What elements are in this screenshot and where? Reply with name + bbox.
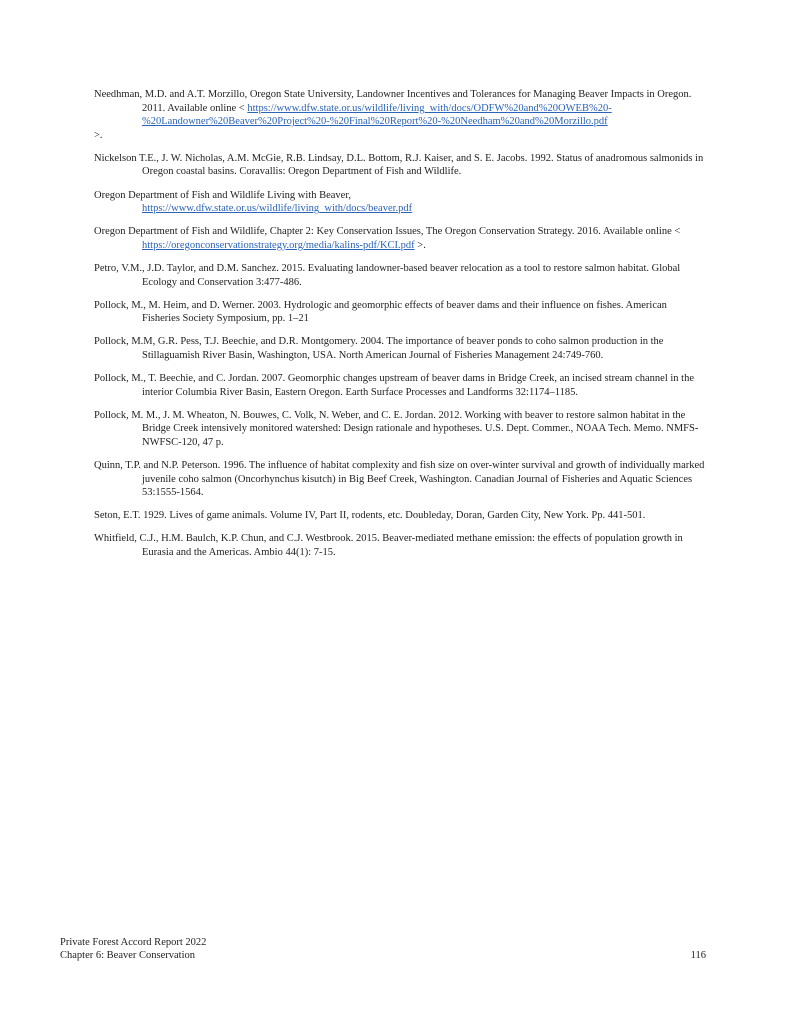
reference-text: Seton, E.T. 1929. Lives of game animals. Volume IV, Part II, rodents, etc. Doubleday, Doran, Garden City, New York. Pp. 441-501. (94, 510, 646, 522)
reference-text: Whitfield, C.J., H.M. Baulch, K.P. Chun, and C.J. Westbrook. 2015. Beaver-mediated methane emission: the effects of population growth in Eurasia and the Americas. Ambio 44(1): 7-15. (94, 533, 683, 558)
reference-link[interactable]: https://www.dfw.state.or.us/wildlife/living_with/docs/ODFW%20and%20OWEB%20-%20Landowner%20Beaver%20Project%20-%20Final%20Report%20-%20Needham%20and%20Morzillo.pdf (142, 102, 612, 128)
page-footer (60, 937, 706, 962)
reference-item (94, 225, 706, 252)
reference-text: Quinn, T.P. and N.P. Peterson. 1996. The influence of habitat complexity and fish size on over-winter survival and growth of individually marked juvenile coho salmon (Oncorhynchus kisutch) in Big Beef Creek, Washington. Canadian Journal of Fisheries and Aquatic Sciences 53:1555-1564. (94, 459, 705, 499)
reference-item (94, 262, 706, 289)
reference-text: Oregon Department of Fish and Wildlife Living with Beaver, (94, 189, 352, 201)
reference-link[interactable]: https://www.dfw.state.or.us/wildlife/living_with/docs/beaver.pdf (142, 203, 413, 215)
reference-text: Needhman, M.D. and A.T. Morzillo, Oregon State University, Landowner Incentives and Tolerances for Managing Beaver Impacts in Oregon. 2011. Available online < (94, 89, 692, 114)
reference-suffix: >. (417, 239, 426, 251)
footer-chapter: Chapter 6: Beaver Conservation (60, 949, 196, 961)
reference-text: Nickelson T.E., J. W. Nicholas, A.M. McGie, R.B. Lindsay, D.L. Bottom, R.J. Kaiser, and S. E. Jacobs. 1992. Status of anadromous salmonids in Oregon coastal basins. Coravallis: Oregon Department of Fish and Wildlife. (94, 152, 704, 178)
reference-item (94, 372, 706, 399)
reference-text: Petro, V.M., J.D. Taylor, and D.M. Sanchez. 2015. Evaluating landowner-based beaver relocation as a tool to restore salmon habitat. Global Ecology and Conservation 3:477-486. (94, 262, 681, 288)
reference-item (94, 509, 706, 523)
page-number: 116 (690, 949, 706, 961)
reference-item (94, 299, 706, 326)
reference-item (94, 459, 706, 500)
reference-text: Pollock, M., M. Heim, and D. Werner. 2003. Hydrologic and geomorphic effects of beaver dams and their influence on fishes. American Fisheries Society Symposium, pp. 1–21 (94, 299, 667, 325)
footer-report-title: Private Forest Accord Report 2022 (60, 937, 207, 948)
reference-suffix: >. (94, 129, 103, 141)
reference-text: Pollock, M. M., J. M. Wheaton, N. Bouwes, C. Volk, N. Weber, and C. E. Jordan. 2012. Working with beaver to restore salmon habitat in the Bridge Creek intensively monitored watershed: Design rationale and hypotheses. U.S. Dept. Commer., NOAA Tech. Memo. NMFS-NWFSC-120, 47 p. (94, 409, 699, 448)
reference-link[interactable]: https://oregonconservationstrategy.org/media/kalins-pdf/KCI.pdf (142, 239, 415, 251)
footer-left (60, 937, 706, 962)
reference-item (94, 152, 706, 179)
reference-text: Pollock, M., T. Beechie, and C. Jordan. 2007. Geomorphic changes upstream of beaver dams in Bridge Creek, an incised stream channel in the interior Columbia River Basin, Eastern Oregon. Earth Surface Processes and Landforms 32:1174–1185. (94, 373, 694, 398)
reference-item (94, 409, 706, 450)
reference-item (94, 88, 706, 142)
reference-item (94, 335, 706, 362)
reference-list (94, 88, 706, 569)
reference-item (94, 189, 706, 216)
reference-item (94, 532, 706, 559)
reference-text: Pollock, M.M, G.R. Pess, T.J. Beechie, and D.R. Montgomery. 2004. The importance of beaver ponds to coho salmon production in the Stillaguamish River Basin, Washington, USA. North American Journal of Fisheries Management 24:749-760. (94, 336, 664, 361)
reference-text: Oregon Department of Fish and Wildlife, Chapter 2: Key Conservation Issues, The Oregon Conservation Strategy. 2016. Available online < (94, 226, 681, 238)
